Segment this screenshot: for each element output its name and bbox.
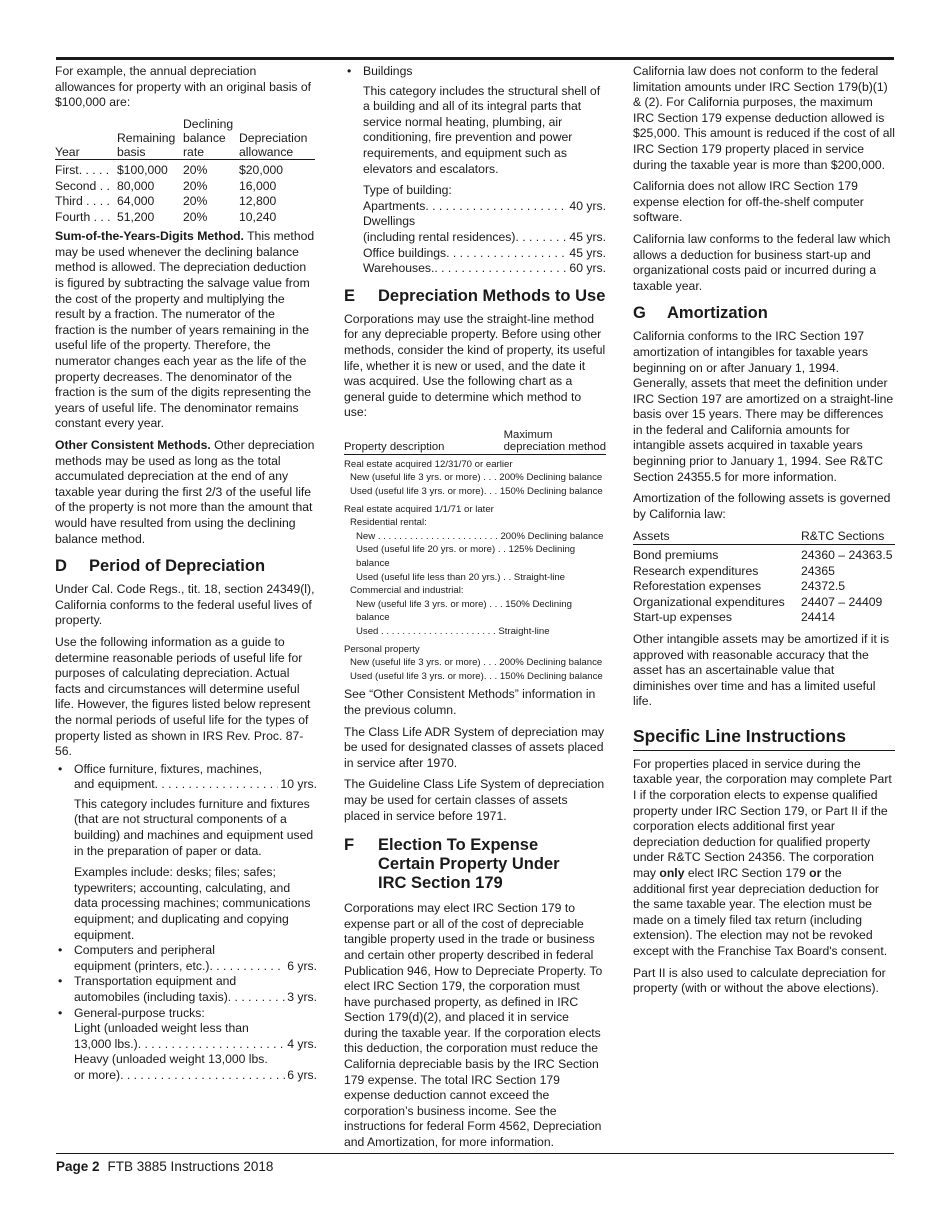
table-row: Bond premiums 24360 – 24363.5: [633, 547, 893, 562]
list-item: • General-purpose trucks: Light (unloaded weight less than 13,000 lbs.) . . . 4 yrs. Heavy (unloaded weight 13,000 lbs. or more) . . . 6 yrs.: [55, 1006, 317, 1084]
office-category-text: This category includes furniture and fixtures (that are not structural components of a building) and machines and equipment used in the preparation of paper or data.: [74, 796, 314, 858]
section-g-heading: G Amortization: [633, 304, 768, 323]
column-3: [633, 64, 895, 1003]
column-2: [344, 64, 606, 1157]
ocm-paragraph: Other Consistent Methods. Other depreciation methods may be used as long as the total accumulated depreciation at the end of any taxable year during the first 2/3 of the useful life of the property is not more than the amount that would have resulted from using the declining balance method.: [55, 438, 315, 546]
bottom-rule: [56, 1153, 894, 1154]
ocm-title: Other Consistent Methods.: [55, 438, 211, 452]
syd-title: Sum-of-the-Years-Digits Method.: [55, 229, 244, 244]
section-d-heading: D Period of Depreciation: [55, 557, 266, 576]
section-g-para-3: Other intangible assets may be amortized if it is approved with reasonable accuracy that the asset has an ascertainable value that diminishes over time and has a limited useful life.: [633, 631, 890, 709]
assets-table: [633, 528, 895, 625]
column-1: [55, 64, 317, 1084]
section-e-para-3: The Class Life ADR System of depreciation may be used for designated classes of assets placed in service after 1970.: [344, 724, 605, 770]
list-item: • Buildings: [344, 64, 606, 80]
section-f-para-1: Corporations may elect IRC Section 179 to expense part or all of the cost of depreciable tangible property used in the trade or business and certain other property described in federal Publication 946, How to Depreciate Property. To elect IRC Section 179, the corporation must have purchased property, as defined in IRC Section 179(d)(2), and placed it in service during the taxable year. If the corporation elects this deduction, the corporation must reduce the California depreciable basis by the IRC Section 179 expense. The total IRC Section 179 expense deduction cannot exceed the corporation’s business income. See the instructions for federal Form 4562, Depreciation and Amortization, for more information.: [344, 901, 603, 1150]
method-chart: Property description Maximum depreciation method Real estate acquired 12/31/70 or earlier New (useful life 3 yrs. or more) . . . 200% Declining balance Used (useful life 3 yrs. or more). . . 150% Declining balance Real estate acquired 1/1/71 or later Residential rental: New . . . . . . . . . . . . . . . . . . . . . . . 200% Declining balance Used (useful life 20 yrs. or more) . . 125% Declining balance Used (useful life less than 20 yrs.) . . Straight-line Commercial and industrial: New (useful life 3 yrs. or more) . . . 150% Declining balance Used . . . . . . . . . . . . . . . . . . . . . . Straight-line Personal property New (useful life 3 yrs. or more) . . . 200% Declining balance Used (useful life 3 yrs. or more). . . 150% Declining balance: [344, 428, 606, 682]
depreciation-example-table: [55, 117, 315, 226]
section-e-para-1: Corporations may use the straight-line method for any depreciable property. Before using other methods, consider the kind of property, its useful life, whether it is new or used, and the date it was acquired. Use the following chart as a general guide to determine which method to use:: [344, 311, 606, 420]
table-row: Organizational expenditures 24407 – 24409: [633, 594, 883, 609]
list-item: • Office furniture, fixtures, machines, and equipment . . . 10 yrs.: [55, 762, 317, 793]
table-row: Reforestation expenses 24372.5: [633, 579, 846, 594]
header-remaining: Remaining basis: [117, 130, 176, 159]
section-d-para-1: Under Cal. Code Regs., tit. 18, section 24349(l), California conforms to the federal useful lives of property.: [55, 582, 315, 628]
table-row: Start-up expenses 24414: [633, 610, 835, 625]
startup-text: California law conforms to the federal law which allows a deduction for business start-up and organizational costs paid or incurred during a taxable year.: [633, 231, 891, 293]
section179-limit-text: California law does not conform to the federal limitation amounts under IRC Section 179(b)(1) & (2). For California purposes, the maximum IRC Section 179 expense deduction allowed is $25,000. This amount is reduced if the cost of all IRC Section 179 property placed in service during the taxable year is more than $200,000.: [633, 64, 895, 172]
building-types: Type of building: Apartments . . . 40 yrs. Dwellings (including rental residences) . . . 45 yrs. Office buildings . . . 45 yrs. Warehouses. . . . 60 yrs.: [344, 183, 606, 277]
table-row: Fourth . . . 51,200 20% 10,240: [55, 209, 277, 224]
header-declining: Declining balance rate: [183, 116, 234, 159]
section-g-para-1: California conforms to the IRC Section 197 amortization of intangibles for taxable years beginning on or after January 1, 1994. Generally, assets that meet the definition under IRC Section 197 are amortized on a straight-line basis over 15 years. There may be differences in the federal and California amounts for intangible assets acquired in taxable years beginning prior to January 1, 1994. See R&TC Section 24355.5 for more information.: [633, 329, 894, 484]
list-item: • Transportation equipment and automobiles (including taxis) . . . 3 yrs.: [55, 974, 317, 1005]
section-e-para-4: The Guideline Class Life System of depreciation may be used for certain classes of assets placed in service before 1971.: [344, 777, 605, 823]
section-e-heading: E Depreciation Methods to Use: [344, 286, 606, 305]
syd-paragraph: Sum-of-the-Years-Digits Method. This method may be used whenever the declining balance method is allowed. The depreciation deduction is figured by subtracting the salvage value from the cost of the property and multiplying the result by a fraction. The numerator of the fraction is the number of years remaining in the useful life of the property. Therefore, the numerator changes each year as the life of the property decreases. The denominator of the fraction is the sum of the digits representing the years of useful life. The denominator remains constant every year.: [55, 229, 315, 431]
section-e-para-2: See “Other Consistent Methods” information in the previous column.: [344, 687, 596, 717]
table-header: Assets R&TC Sections: [633, 528, 895, 545]
sli-para-2: Part II is also used to calculate depreciation for property (with or without the above elections).: [633, 965, 886, 996]
table-row: Third . . . . 64,000 20% 12,800: [55, 194, 277, 209]
table-row: First. . . . . $100,000 20% $20,000: [55, 163, 284, 178]
header-year: Year: [55, 144, 80, 159]
intro-text: For example, the annual depreciation allowances for property with an original basis of $100,000 are:: [55, 64, 312, 110]
table-row: Research expenditures 24365: [633, 563, 835, 578]
table-row: Second . . 80,000 20% 16,000: [55, 178, 277, 193]
top-rule: [56, 57, 894, 60]
section-f-heading: F Election To Expense Certain Property Under IRC Section 179: [344, 836, 560, 893]
page-number: Page 2: [56, 1159, 100, 1174]
section-d-para-2: Use the following information as a guide to determine reasonable periods of useful life for purposes of calculating depreciation. Actual facts and circumstances will determine useful life. However, the figures listed below represent the normal periods of useful life for the types of property listed as shown in IRS Rev. Proc. 87-56.: [55, 634, 311, 759]
section-g-para-2: Amortization of the following assets is governed by California law:: [633, 491, 891, 521]
form-title: FTB 3885 Instructions 2018: [107, 1159, 274, 1174]
specific-line-instructions-heading: Specific Line Instructions: [633, 726, 895, 751]
header-depreciation: Depreciation allowance: [239, 130, 308, 159]
list-item: • Computers and peripheral equipment (printers, etc.) . . . 6 yrs.: [55, 943, 317, 974]
buildings-text: This category includes the structural shell of a building and all of its integral parts that service normal heating, plumbing, air conditioning, fire prevention and power requirements, and equipment such as elevators and escalators.: [363, 83, 601, 176]
software-text: California does not allow IRC Section 179 expense election for off-the-shelf computer software.: [633, 179, 864, 225]
sli-para-1: For properties placed in service during the taxable year, the corporation may complete Part I if the corporation elects to expense qualified property under IRC Section 179, or Part II if the corporation elects additional first year depreciation deduction for qualified property under R&TC Section 24356. The corporation may only elect IRC Section 179 or the additional first year depreciation deduction for the same taxable year. The election must be made on a timely filed tax return (including extension). The election may not be revoked except with the Franchise Tax Board's consent.: [633, 756, 892, 958]
office-examples-text: Examples include: desks; files; safes; typewriters; accounting, calculating, and data processing machines; communications equipment; and duplicating and copying equipment.: [74, 865, 311, 942]
table-header: [55, 117, 315, 160]
page-footer: [56, 1159, 273, 1175]
